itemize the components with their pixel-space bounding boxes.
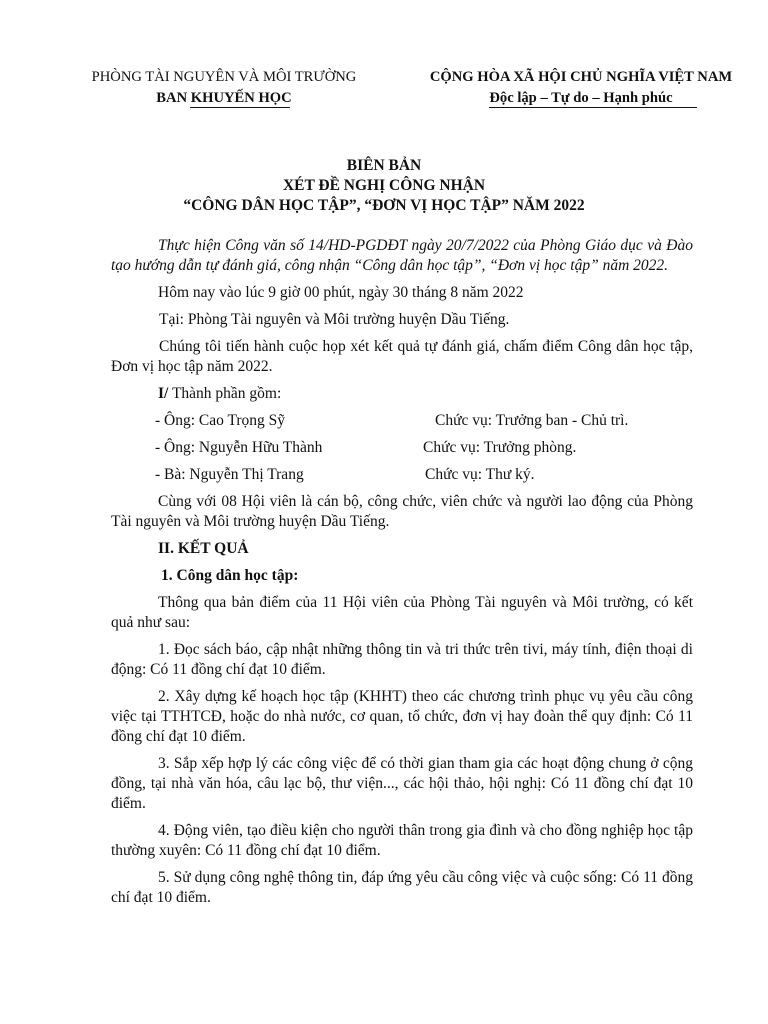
title-line-2: XÉT ĐỀ NGHỊ CÔNG NHẬN (282, 177, 486, 194)
member-name: - Bà: Nguyễn Thị Trang (155, 466, 304, 483)
meeting-time: Hôm nay vào lúc 9 giờ 00 phút, ngày 30 tháng 8 năm 2022 (158, 284, 524, 301)
national-header (405, 67, 757, 109)
title-line-1: BIÊN BẢN (346, 157, 422, 174)
meeting-purpose: Chúng tôi tiến hành cuộc họp xét kết quả tự đánh giá, chấm điểm Công dân học tập, Đơn vị học tập năm 2022. (111, 338, 693, 375)
agency-name: PHÒNG TÀI NGUYÊN VÀ MÔI TRƯỜNG (91, 69, 357, 85)
member-row (111, 411, 693, 431)
agency-underline (190, 107, 290, 108)
document-title (100, 156, 668, 216)
section-1-number: I/ (158, 385, 169, 402)
member-row (111, 438, 693, 458)
result-item: 4. Động viên, tạo điều kiện cho người thân trong gia đình và cho đồng nghiệp học tập thường xuyên: Có 11 đồng chí đạt 10 điểm. (111, 822, 693, 859)
member-row (111, 465, 693, 485)
member-name: - Ông: Nguyễn Hữu Thành (155, 439, 323, 456)
agency-unit: BAN KHUYẾN HỌC (156, 90, 292, 106)
section-1-heading (111, 384, 693, 404)
member-position: Chức vụ: Trưởng phòng. (423, 439, 577, 456)
national-motto: Độc lập – Tự do – Hạnh phúc (489, 90, 673, 106)
intro-paragraph: Thực hiện Công văn số 14/HD-PGDĐT ngày 20/7/2022 của Phòng Giáo dục và Đào tạo hướng dẫn tự đánh giá, công nhận “Công dân học tập”, “Đơn vị học tập” năm 2022. (111, 237, 693, 274)
subsection-1-heading: 1. Công dân học tập: (161, 567, 299, 584)
result-item: 2. Xây dựng kế hoạch học tập (KHHT) theo các chương trình phục vụ yêu cầu công việc tại TTHTCĐ, hoặc do nhà nước, cơ quan, tổ chức, đơn vị hay đoàn thể quy định: Có 11 đồng chí đạt 10 điểm. (111, 688, 693, 745)
section-2-heading: II. KẾT QUẢ (158, 540, 249, 557)
result-item: 3. Sắp xếp hợp lý các công việc để có thời gian tham gia các hoạt động chung ở cộng đồng, tại nhà văn hóa, câu lạc bộ, thư viện..., các hội thảo, hội nghị: Có 11 đồng chí đạt 10 điểm. (111, 755, 693, 812)
member-name: - Ông: Cao Trọng Sỹ (155, 412, 286, 429)
motto-underline (489, 107, 697, 108)
result-item: 1. Đọc sách báo, cập nhật những thông tin và tri thức trên tivi, máy tính, điện thoại di động: Có 11 đồng chí đạt 10 điểm. (111, 641, 693, 678)
section-1-label: Thành phần gồm: (168, 385, 282, 402)
member-position: Chức vụ: Thư ký. (425, 466, 535, 483)
meeting-place: Tại: Phòng Tài nguyên và Môi trường huyện Dầu Tiếng. (159, 311, 510, 328)
results-summary: Thông qua bản điểm của 11 Hội viên của Phòng Tài nguyên và Môi trường, có kết quả như sau: (111, 594, 693, 631)
result-item: 5. Sử dụng công nghệ thông tin, đáp ứng yêu cầu công việc và cuộc sống: Có 11 đồng chí đạt 10 điểm. (111, 869, 693, 906)
agency-header (66, 67, 382, 109)
title-line-3: “CÔNG DÂN HỌC TẬP”, “ĐƠN VỊ HỌC TẬP” NĂM 2022 (183, 197, 585, 214)
document-body (111, 236, 693, 915)
national-title: CỘNG HÒA XÃ HỘI CHỦ NGHĨA VIỆT NAM (429, 69, 733, 85)
other-members: Cùng với 08 Hội viên là cán bộ, công chức, viên chức và người lao động của Phòng Tài nguyên và Môi trường huyện Dầu Tiếng. (111, 493, 693, 530)
member-position: Chức vụ: Trưởng ban - Chủ trì. (435, 412, 629, 429)
